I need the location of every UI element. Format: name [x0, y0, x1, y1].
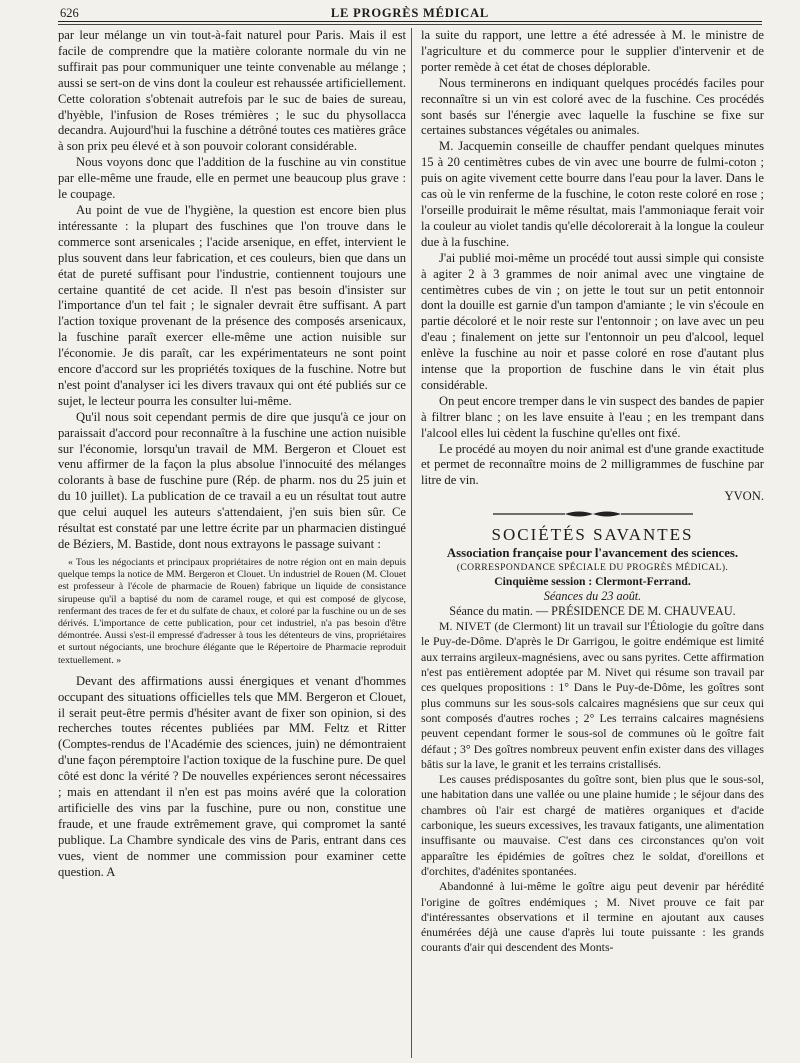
left-paragraph-5: Devant des affirmations aussi énergiques et venant d'hommes occupant des situations officielles tels que MM. Bergeron et Clouet, il serait peut-être permis d'hésiter avant de fixer son opinion, si des recherches toutes récentes publiées par MM. Feltz et Ritter (Comptes-rendus de l'Académie des sciences, juin) ne démontraient d'une façon péremptoire l'action toxique de la fuschine pure. De quel côté est donc la vérité ? De nouvelles expériences seront nécessaires ; mais en attendant il n'en est pas moins avéré que la coloration artificielle des vins par la fuschine, pure ou non, constitue une fraude, et une fraude extrêmement grave, qui compromet la santé publique. La Chambre syndicale des vins de Paris, entrant dans ces vues, vient de nommer une commission pour examiner cette question. A	[58, 673, 406, 879]
right-paragraph-1: la suite du rapport, une lettre a été adressée à M. le ministre de l'agriculture et du commerce pour le supplier d'intervenir et de porter remède à cet état de choses déplorable.	[421, 28, 764, 74]
right-column	[421, 28, 764, 1058]
right-paragraph-3: M. Jacquemin conseille de chauffer pendant quelques minutes 15 à 20 centimètres cubes de vin avec une bourre de fulmi-coton ; puis on agite vivement cette bourre dans l'eau pour la laver. Dans le cas où le vin renferme de la fuschine, le coton reste coloré en rose ; l'orseille produirait le même résultat, mais l'ammoniaque ferait voir la couleur au violet tandis qu'elle décolorerait à la longue la couleur due à la fuschine.	[421, 139, 764, 249]
page-header	[60, 4, 760, 22]
section-title: SOCIÉTÉS SAVANTES	[491, 525, 694, 545]
left-column	[58, 28, 406, 1058]
column-divider	[411, 28, 412, 1058]
header-rule	[58, 21, 762, 22]
ornamental-separator	[493, 509, 693, 519]
right-paragraph-7: M. NIVET (de Clermont) lit un travail sur l'Étiologie du goître dans le Puy-de-Dôme. D'après le Dr Garrigou, le goitre endémique est limité aux terrains argileux-magnésiens, avec ou sans pyrites. Cette affirmation n'est pas entièrement adoptée par M. Nivet qui résume son travail par ces quelques propositions : 1° Dans le Puy-de-Dôme, les goîtres sont plus communs sur les sous-sols calcaires magnésiens que sur ceux qui sont composés d'autres roches ; 2° Les terrains calcaires magnésiens peuvent cependant former le sous-sol de communes où le goître fait défaut ; 3° Des goîtres nombreux peuvent enfin exister dans des villages bâtis sur la lave, le granit et les terrains cristallisés.	[421, 619, 764, 771]
right-paragraph-4: J'ai publié moi-même un procédé tout aussi simple qui consiste à agiter 2 à 3 grammes de noir animal avec une vingtaine de centimètres cubes de vin ; on jette le tout sur un petit entonnoir dont la douille est garnie d'un tampon d'amiante ; le vin s'écoule en partie décoloré et le noir reste sur l'entonnoir ; on lave avec un peu d'eau ; finalement on jette sur l'entonnoir un peu d'alcool, lequel enlève la fuschine au noir et passe coloré en rose d'autant plus intense que la proportion de fuschine dans le vin était plus considérable.	[421, 250, 764, 392]
left-paragraph-2: Nous voyons donc que l'addition de la fuschine au vin constitue par elle-même une fraude, elle en permet une beaucoup plus grave : le coupage.	[58, 155, 406, 202]
left-paragraph-3: Au point de vue de l'hygiène, la question est encore bien plus intéressante : la plupart des fuschines que l'on trouve dans le commerce sont arsenicales ; l'acide arsenique, en effet, intervient le plus souvent dans leur fabrication, et ces couleurs, bien que dans un état de pureté suffisant pour l'industrie, contiennent toujours une certaine quantité de cet acide. Il n'est pas besoin d'insister sur l'importance d'un tel fait ; le signaler devrait être suffisant. A part l'action toxique provenant de la présence des composés arsenicaux, la fuschine paraît exercer elle-même une action nuisible sur l'économie. Je dis paraît, car les expérimentateurs ne sont point encore d'accord sur les propriétés toxiques de la fuschine. Notre but n'est point d'analyser ici les divers travaux qui ont été publiés sur ce sujet, le lecteur pourra les consulter lui-même.	[58, 202, 406, 408]
correspondance-note: (CORRESPONDANCE SPÉCIALE DU PROGRÈS MÉDICAL).	[456, 562, 729, 574]
author-signature: YVON.	[724, 489, 764, 504]
right-paragraph-8: Les causes prédisposantes du goître sont, bien plus que le sous-sol, une habitation dans une vallée ou une plaine humide ; le séjour dans des chambres où l'air est chargé de matières organiques et d'acide carbonique, les sueurs excessives, les travaux fatigants, une alimentation insuffisante ou mauvaise. C'est dans ces circonstances qu'on voit apparaître les épidémies de goîtres chez le soldat, d'oreillons et d'orchites, d'adénites spontanées.	[421, 772, 764, 878]
right-paragraph-6: Le procédé au moyen du noir animal est d'une grande exactitude et permet de reconnaître moins de 2 milligrammes de fuschine par litre de vin.	[421, 441, 764, 488]
right-paragraph-5: On peut encore tremper dans le vin suspect des bandes de papier à filtrer blanc ; on les lave ensuite à l'eau ; en les trempant dans l'alcool elles lui cèdent la fuschine qu'elles ont fixé.	[421, 393, 764, 440]
page-number: 626	[60, 6, 79, 20]
right-paragraph-2: Nous terminerons en indiquant quelques procédés faciles pour reconnaître si un vin est coloré avec de la fuschine. Ces procédés sont basés sur l'énergie avec laquelle la fuschine se fixe sur certaines substances végétales ou animales.	[421, 75, 764, 138]
header-rule-thin	[58, 24, 762, 25]
quoted-letter: « Tous les négociants et principaux propriétaires de notre région ont en main depuis quelque temps la notice de MM. Bergeron et Clouet. Un industriel de Rouen (M. Clouet est professeur à l'école de pharmacie de Rouen) fabrique un liquide de consistance sirupeuse qu'il a baptisé du nom de caramel rouge, et qui est composé de glycose, renfermant des traces de fer et du sulfate de chaux, et coloré par la fuschine ou un de ses dérivés. L'importance de cette publication, pour cet industriel, n'a pas besoin d'être démontrée. Aussi s'est-il empressé d'adresser à tous les détenteurs de vins, propriétaires et surtout négociants, une brochure élégante que le Répertoire de Pharmacie reproduit textuellement. »	[58, 556, 406, 666]
left-paragraph-4: Qu'il nous soit cependant permis de dire que jusqu'à ce jour on paraissait d'accord pour reconnaître à la fuschine une action nuisible sur l'économie, lorsqu'un travail de MM. Bergeron et Clouet est venu affirmer de la façon la plus absolue l'innocuité des mélanges colorants à base de fuschine pure (Rép. de pharm. nos du 25 juin et du 10 juillet). La publication de ce travail a eu un résultat tout autre que celui auquel les auteurs s'attendaient, j'en suis bien sûr. Ce résultat est constaté par une lettre écrite par un pharmacien distingué de Béziers, M. Bastide, dont nous extrayons le passage suivant :	[58, 409, 406, 551]
association-title: Association française pour l'avancement des sciences.	[446, 546, 739, 561]
seance-matin: Séance du matin. — PRÉSIDENCE DE M. CHAUVEAU.	[449, 604, 736, 619]
left-paragraph-1: par leur mélange un vin tout-à-fait naturel pour Paris. Mais il est facile de comprendre que la matière colorante normale du vin ne suffirait pas pour communiquer une teinte convenable au mélange ; aussi se sert-on de vins dont la couleur est rehaussée artificiellement. Cette coloration s'obtenait autrefois par le suc de baies de sureau, d'hyèble, l'infusion de Roses trémières ; le suc du physollacca decandra. Aujourd'hui la fuschine a détrôné toutes ces matières grâce à son prix peu élevé et à son pouvoir colorant considérable.	[58, 28, 406, 154]
right-paragraph-9: Abandonné à lui-même le goître aigu peut devenir par hérédité l'origine de goîtres endémiques ; M. Nivet prouve ce fait par d'intéressantes observations et il termine en ajoutant aux causes énumérées déjà une cause d'après lui toute puissante : les grands courants d'air qui descendent des Monts-	[421, 879, 764, 955]
journal-title: LE PROGRÈS MÉDICAL	[330, 6, 490, 20]
seances-date: Séances du 23 août.	[543, 589, 642, 604]
session-title: Cinquième session : Clermont-Ferrand.	[494, 575, 691, 589]
